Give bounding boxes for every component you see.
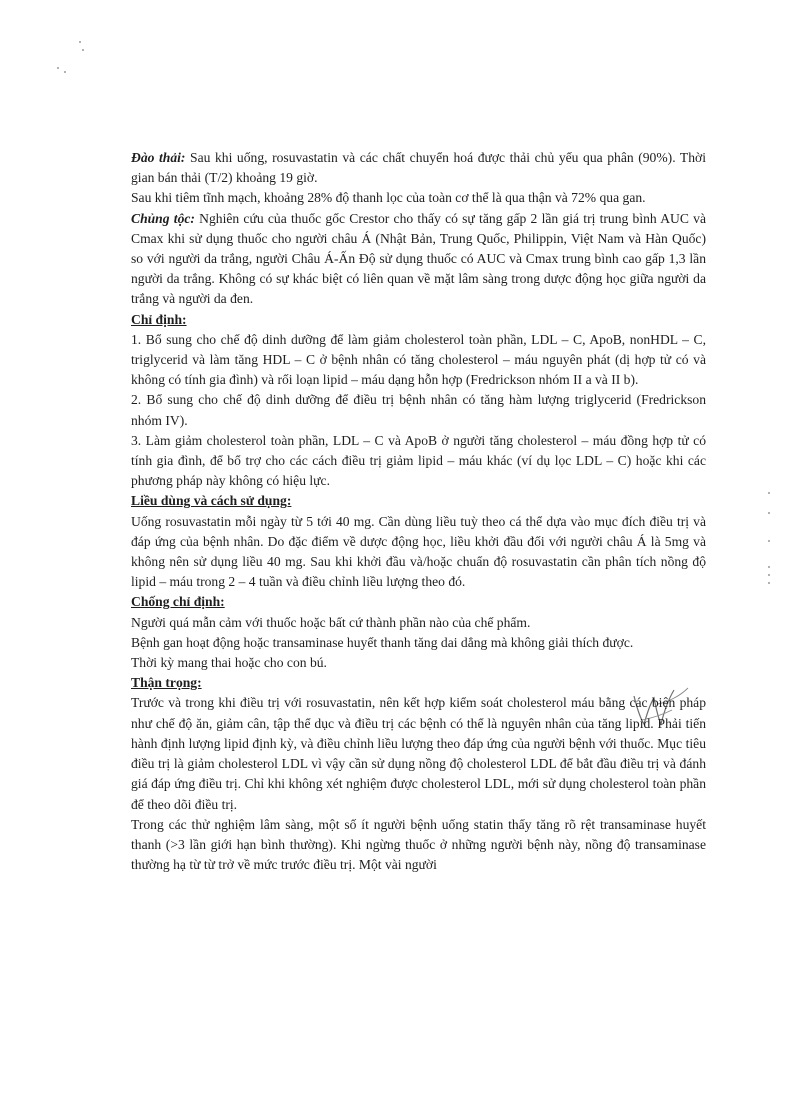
chong-chi-dinh-item-1: Người quá mẫn cảm với thuốc hoặc bất cứ thành phần nào của chế phẩm. bbox=[131, 614, 531, 630]
scan-speck bbox=[768, 566, 770, 568]
lieu-dung-heading: Liều dùng và cách sử dụng: bbox=[131, 493, 292, 509]
scan-speck bbox=[768, 492, 770, 494]
chong-chi-dinh-item-3: Thời kỳ mang thai hoặc cho con bú. bbox=[131, 655, 327, 671]
scan-speck bbox=[82, 49, 84, 51]
scan-speck bbox=[57, 67, 59, 69]
chi-dinh-item-1: 1. Bổ sung cho chế độ dinh dưỡng để làm giảm cholesterol toàn phần, LDL – C, ApoB, nonHDL – C, triglycerid và làm tăng HDL – C ở bệnh nhân có tăng cholesterol – máu nguyên phát (dị hợp tử có và không có tính gia đình) và rối loạn lipid – máu dạng hỗn hợp (Fredrickson nhóm II a và II b). bbox=[131, 331, 706, 388]
chung-toc-text: Nghiên cứu của thuốc gốc Crestor cho thấy có sự tăng gấp 2 lần giá trị trung bình AUC và Cmax khi sử dụng thuốc cho người châu Á (Nhật Bản, Trung Quốc, Philippin, Việt Nam và Hàn Quốc) so với người da trắng, người Châu Á-Ấn Độ sử dụng thuốc có AUC và Cmax trung bình cao gấp 1,3 lần người da trắng. Không có sự khác biệt có liên quan về mặt lâm sàng trong dược động học giữa người da trắng và người da đen. bbox=[131, 210, 706, 307]
dao-thai-paragraph-2: Sau khi tiêm tĩnh mạch, khoảng 28% độ thanh lọc của toàn cơ thể là qua thận và 72% qua gan. bbox=[131, 190, 646, 206]
chi-dinh-item-2: 2. Bổ sung cho chế độ dinh dưỡng để điều trị bệnh nhân có tăng hàm lượng triglycerid (Fredrickson nhóm IV). bbox=[131, 392, 706, 428]
chung-toc-label: Chủng tộc: bbox=[131, 210, 195, 226]
dao-thai-text: Sau khi uống, rosuvastatin và các chất chuyển hoá được thải chủ yếu qua phân (90%). Thời gian bán thải (T/2) khoảng 19 giờ. bbox=[131, 150, 706, 186]
chong-chi-dinh-heading: Chống chỉ định: bbox=[131, 594, 225, 610]
lieu-dung-paragraph: Uống rosuvastatin mỗi ngày từ 5 tới 40 mg. Cần dùng liều tuỳ theo cá thể dựa vào mục đích điều trị và đáp ứng của bệnh nhân. Do đặc điểm về dược động học, liều khởi đầu đối với người châu Á là 5mg và không nên sử dụng liều 40 mg. Sau khi khởi đầu và/hoặc chuẩn độ rosuvastatin cần phân tích nồng độ lipid – máu trong 2 – 4 tuần và điều chỉnh liều lượng theo đó. bbox=[131, 513, 706, 590]
scan-speck bbox=[768, 540, 770, 542]
than-trong-heading: Thận trọng: bbox=[131, 675, 202, 691]
than-trong-paragraph-1: Trước và trong khi điều trị với rosuvastatin, nên kết hợp kiểm soát cholesterol máu bằng các biện pháp như chế độ ăn, giảm cân, tập thể dục và điều trị các bệnh có thể là nguyên nhân của tăng lipid. Phải tiến hành định lượng lipid định kỳ, và điều chỉnh liều lượng theo đáp ứng của người bệnh với thuốc. Mục tiêu điều trị là giảm cholesterol LDL vì vậy cần sử dụng nồng độ cholesterol LDL để bắt đầu điều trị và đánh giá đáp ứng điều trị. Chỉ khi không xét nghiệm được cholesterol LDL, mới sử dụng cholesterol toàn phần để theo dõi điều trị. bbox=[131, 695, 706, 812]
dao-thai-paragraph bbox=[131, 148, 706, 188]
scan-speck bbox=[768, 582, 770, 584]
scan-speck bbox=[768, 512, 770, 514]
chong-chi-dinh-item-2: Bệnh gan hoạt động hoặc transaminase huyết thanh tăng dai dẳng mà không giải thích được. bbox=[131, 634, 634, 650]
scan-speck bbox=[64, 71, 66, 73]
dao-thai-label: Đào thải: bbox=[131, 150, 186, 165]
chung-toc-paragraph bbox=[131, 209, 706, 310]
than-trong-paragraph-2: Trong các thử nghiệm lâm sàng, một số ít người bệnh uống statin thấy tăng rõ rệt transaminase huyết thanh (>3 lần giới hạn bình thường). Khi ngừng thuốc ở những người bệnh này, nồng độ transaminase thường hạ từ từ trở về mức trước điều trị. Một vài người bbox=[131, 816, 706, 873]
scan-speck bbox=[768, 574, 770, 576]
document-page bbox=[131, 148, 706, 875]
scan-speck bbox=[79, 41, 81, 43]
chi-dinh-item-3: 3. Làm giảm cholesterol toàn phần, LDL – C và ApoB ở người tăng cholesterol – máu đồng hợp tử có tính gia đình, để bổ trợ cho các cách điều trị giảm lipid – máu khác (ví dụ lọc LDL – C) hoặc khi các phương pháp này không có hiệu lực. bbox=[131, 432, 706, 489]
chi-dinh-heading: Chỉ định: bbox=[131, 311, 187, 327]
